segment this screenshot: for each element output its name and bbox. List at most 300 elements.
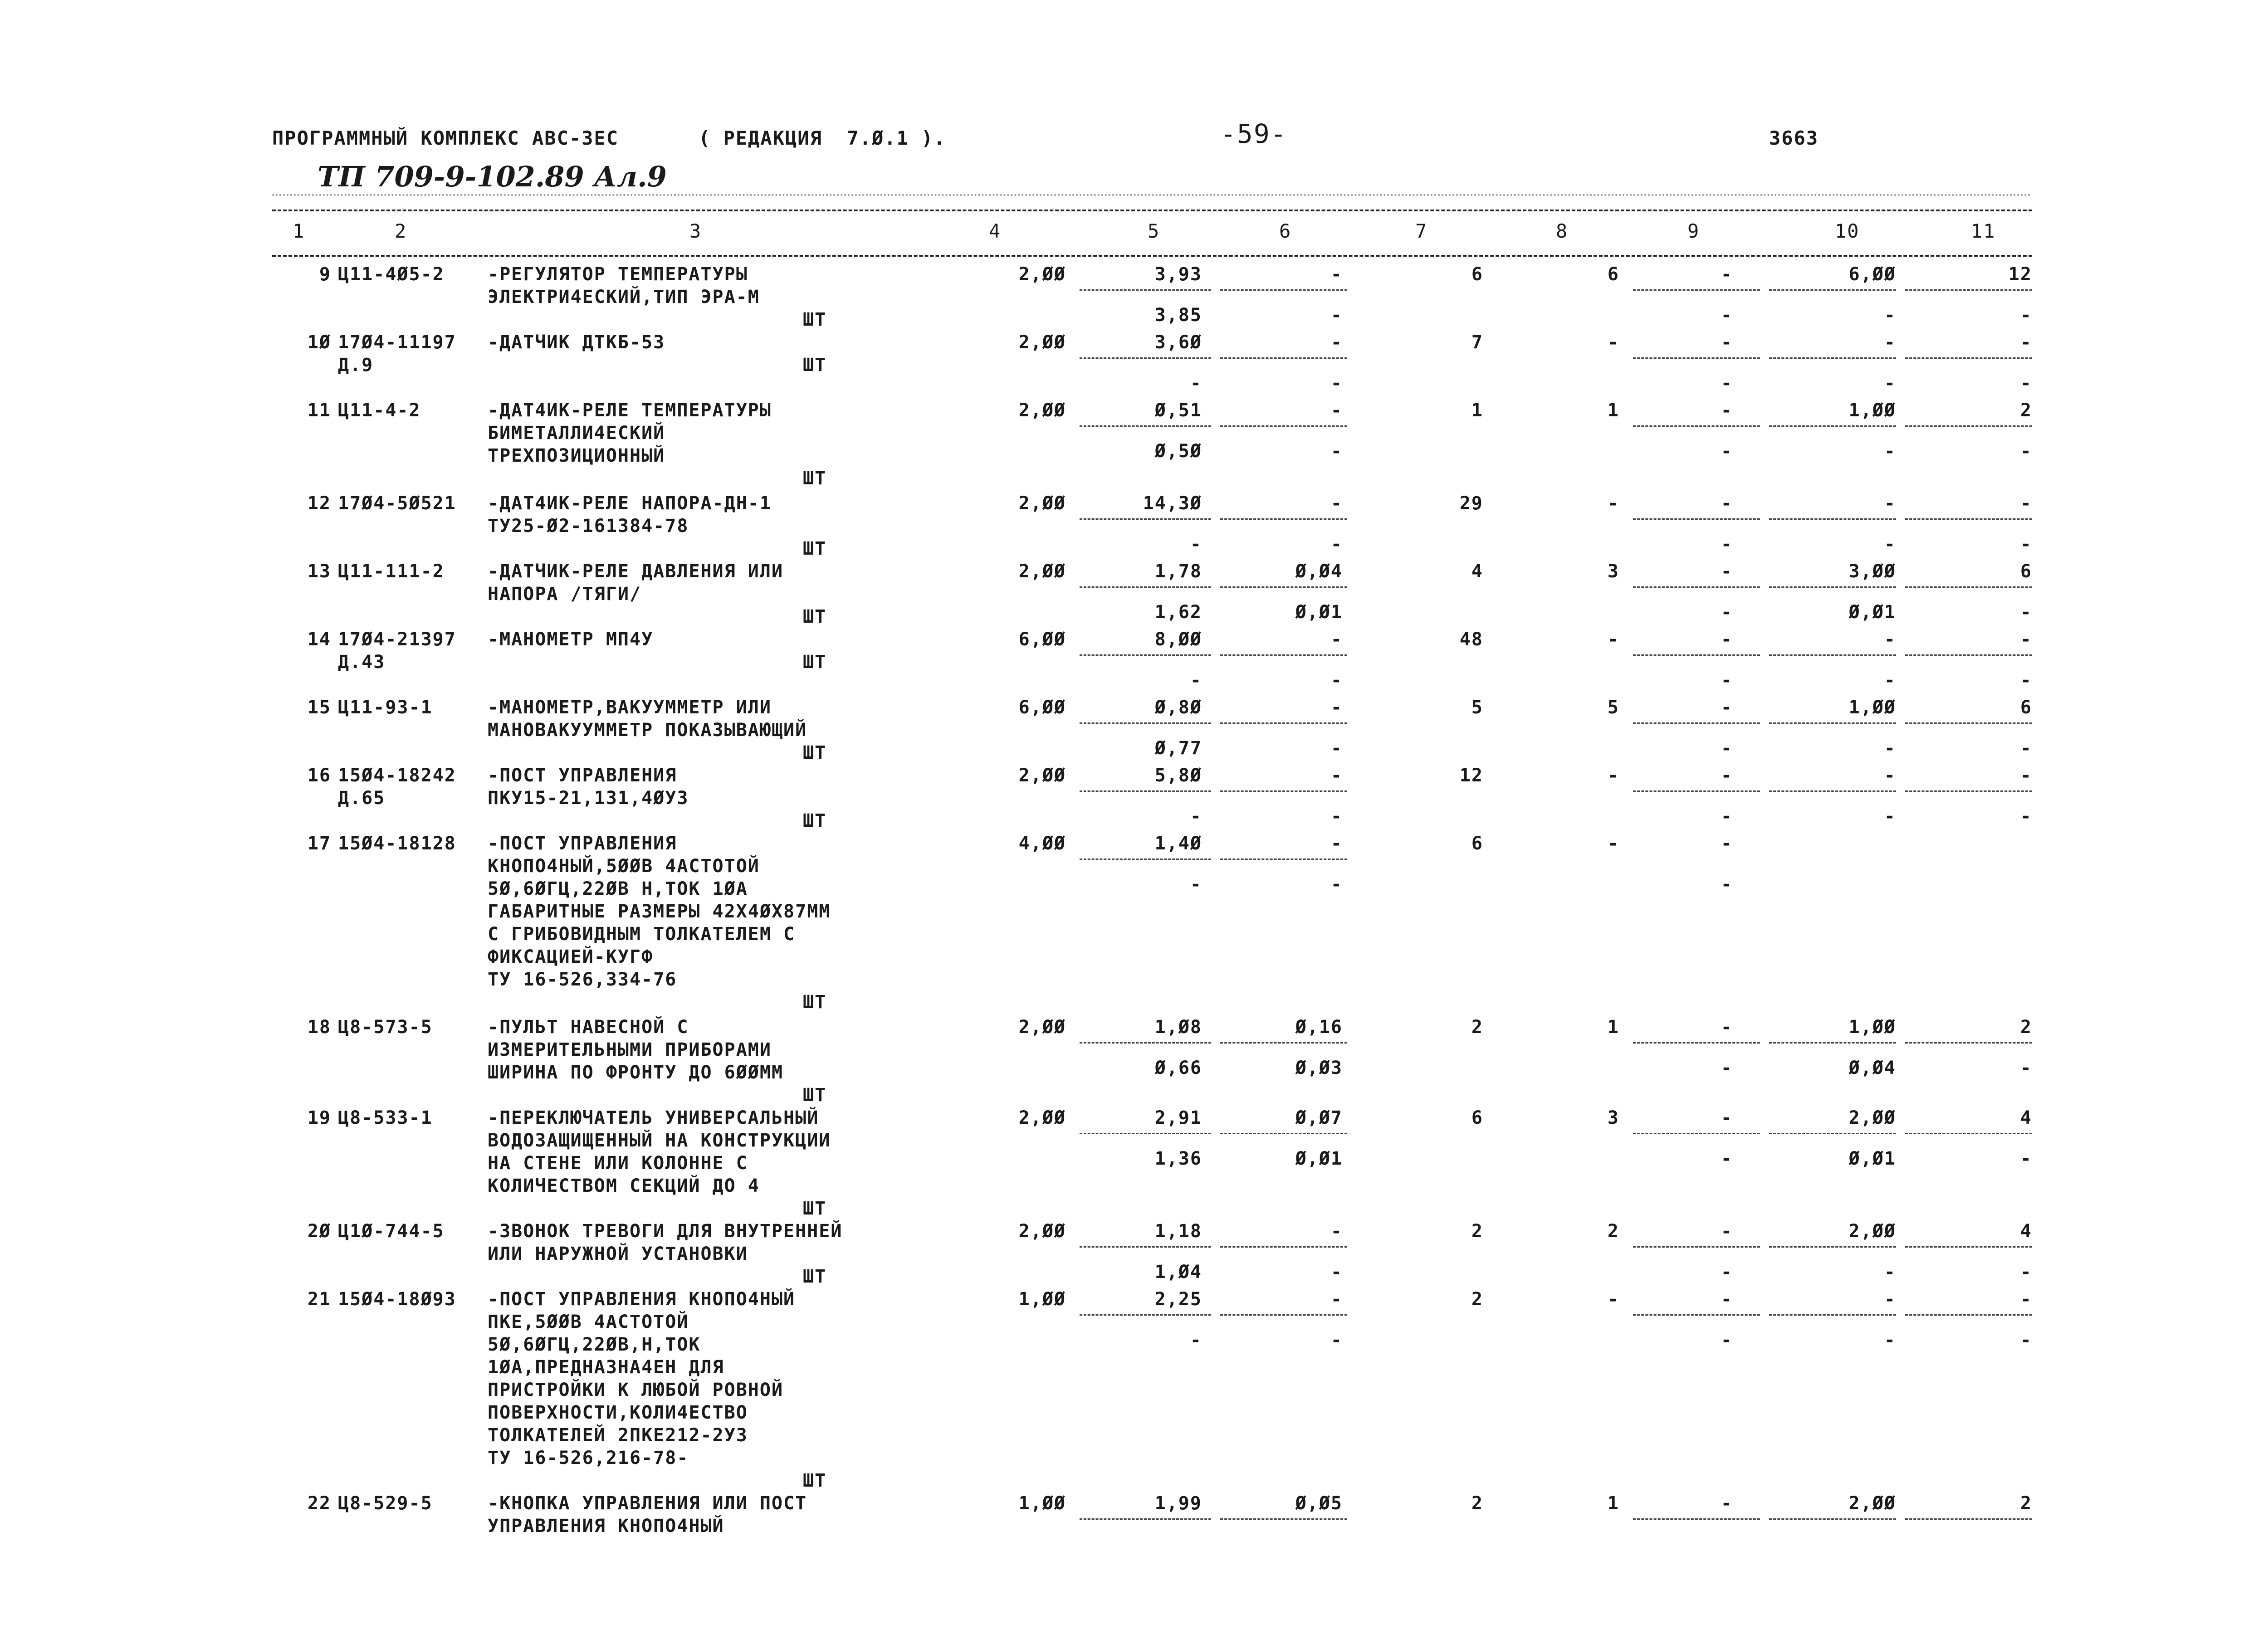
program-title: ПРОГРАММНЫЙ КОМПЛЕКС АВС-ЗЕС (272, 127, 619, 149)
separator-col10 (1769, 1246, 1896, 1248)
item-description-line: -ПОСТ УПРАВЛЕНИЯ (488, 833, 677, 854)
item-description-line: 1ØА,ПРЕДНАЗНА4ЕН ДЛЯ (488, 1357, 724, 1378)
separator-col6 (1220, 289, 1347, 291)
col7-value: 4 (1471, 561, 1483, 582)
item-description-line: -ПОСТ УПРАВЛЕНИЯ (488, 765, 677, 786)
item-code: 15Ø4-18128 (338, 833, 456, 854)
col5-value: 5,8Ø (1154, 765, 1202, 786)
separator-col11 (1905, 1042, 2032, 1044)
item-description-line: -ПЕРЕКЛЮЧАТЕЛЬ УНИВЕРСАЛЬНЫЙ (488, 1107, 819, 1128)
col6-value: - (1330, 629, 1343, 650)
col9-value: - (1721, 1107, 1733, 1128)
col10-value: 1,ØØ (1848, 400, 1896, 421)
header-rule-top (272, 210, 2032, 211)
item-code-ref: Д.65 (338, 788, 386, 809)
col5-value: 1,78 (1154, 561, 1202, 582)
col9-value: - (1721, 833, 1733, 854)
col5-value: 1,4Ø (1154, 833, 1202, 854)
col9-subvalue: - (1721, 670, 1733, 691)
item-description-line: ПОВЕРХНОСТИ,КОЛИ4ЕСТВО (488, 1402, 748, 1423)
col8-value: - (1607, 332, 1619, 353)
col6-value: Ø,Ø7 (1295, 1107, 1343, 1128)
col9-subvalue: - (1721, 1148, 1733, 1169)
separator-col5 (1080, 289, 1211, 291)
item-code: Ц11-4Ø5-2 (338, 264, 445, 285)
quantity-value: 1,ØØ (1018, 1289, 1066, 1310)
separator-col11 (1905, 722, 2032, 724)
quantity-value: 2,ØØ (1018, 400, 1066, 421)
col8-value: 3 (1607, 1107, 1619, 1128)
col8-value: 6 (1607, 264, 1619, 285)
item-description-line: ЭЛЕКТРИ4ЕСКИЙ,ТИП ЭРА-М (488, 287, 760, 307)
unit-label: ШТ (803, 652, 827, 673)
col11-subvalue: - (2020, 1262, 2032, 1283)
item-description-line: 5Ø,6ØГЦ,22ØВ,Н,ТОК (488, 1334, 701, 1355)
col7-value: 1 (1471, 400, 1483, 421)
col10-subvalue: Ø,Ø1 (1848, 1148, 1896, 1169)
col10-subvalue: - (1884, 441, 1896, 462)
separator-col11 (1905, 654, 2032, 656)
col9-value: - (1721, 629, 1733, 650)
col8-value: 1 (1607, 1493, 1619, 1514)
col7-value: 2 (1471, 1221, 1483, 1242)
separator-col11 (1905, 425, 2032, 427)
col5-subvalue: - (1190, 874, 1202, 895)
item-description-line: ПРИСТРОЙКИ К ЛЮБОЙ РОВНОЙ (488, 1380, 784, 1400)
col10-subvalue: - (1884, 1330, 1896, 1351)
edition-label: ( РЕДАКЦИЯ 7.Ø.1 ). (699, 127, 946, 149)
col7-value: 6 (1471, 1107, 1483, 1128)
col10-value: - (1884, 493, 1896, 514)
item-description-line: ИЗМЕРИТЕЛЬНЫМИ ПРИБОРАМИ (488, 1039, 772, 1060)
col10-subvalue: - (1884, 305, 1896, 326)
quantity-value: 2,ØØ (1018, 765, 1066, 786)
unit-label: ШТ (803, 606, 827, 627)
item-description-line: ИЛИ НАРУЖНОЙ УСТАНОВКИ (488, 1244, 748, 1264)
item-description-line: КОЛИЧЕСТВОМ СЕКЦИЙ ДО 4 (488, 1176, 760, 1196)
separator-col5 (1080, 357, 1211, 359)
col8-value: 5 (1607, 697, 1619, 718)
column-header-1: 1 (293, 220, 305, 242)
separator-col9 (1633, 1042, 1760, 1044)
col5-subvalue: 1,62 (1154, 602, 1202, 623)
item-description-line: 5Ø,6ØГЦ,22ØВ Н,ТОК 1ØА (488, 878, 748, 899)
separator-col10 (1769, 654, 1896, 656)
col5-subvalue: - (1190, 1330, 1202, 1351)
col9-value: - (1721, 1221, 1733, 1242)
col5-value: 2,91 (1154, 1107, 1202, 1128)
separator-col10 (1769, 357, 1896, 359)
separator-col9 (1633, 790, 1760, 792)
quantity-value: 2,ØØ (1018, 493, 1066, 514)
item-description-line: ТРЕХПОЗИЦИОННЫЙ (488, 445, 665, 466)
unit-label: ШТ (803, 309, 827, 330)
col9-subvalue: - (1721, 1262, 1733, 1283)
col6-subvalue: - (1330, 806, 1343, 827)
item-description-line: -ЗВОНОК ТРЕВОГИ ДЛЯ ВНУТРЕННЕЙ (488, 1221, 843, 1242)
col6-value: - (1330, 264, 1343, 285)
dotted-line (272, 194, 2032, 196)
separator-col6 (1220, 1133, 1347, 1134)
col6-value: - (1330, 400, 1343, 421)
item-description-line: -КНОПКА УПРАВЛЕНИЯ ИЛИ ПОСТ (488, 1493, 807, 1514)
separator-col11 (1905, 518, 2032, 520)
col8-value: - (1607, 493, 1619, 514)
separator-col9 (1633, 722, 1760, 724)
col7-value: 2 (1471, 1017, 1483, 1038)
separator-col9 (1633, 289, 1760, 291)
col7-value: 12 (1459, 765, 1483, 786)
col6-value: - (1330, 697, 1343, 718)
col6-value: - (1330, 1289, 1343, 1310)
col9-subvalue: - (1721, 806, 1733, 827)
col5-subvalue: Ø,77 (1154, 738, 1202, 759)
col8-value: - (1607, 765, 1619, 786)
col7-value: 48 (1459, 629, 1483, 650)
col10-subvalue: Ø,Ø1 (1848, 602, 1896, 623)
col9-subvalue: - (1721, 373, 1733, 394)
col9-subvalue: - (1721, 738, 1733, 759)
item-description-line: -МАНОМЕТР,ВАКУУММЕТР ИЛИ (488, 697, 772, 718)
col10-subvalue: Ø,Ø4 (1848, 1058, 1896, 1078)
col6-subvalue: - (1330, 670, 1343, 691)
col9-subvalue: - (1721, 534, 1733, 555)
row-number: 21 (307, 1289, 331, 1310)
col5-subvalue: - (1190, 534, 1202, 555)
col11-subvalue: - (2020, 1330, 2032, 1351)
col6-value: - (1330, 493, 1343, 514)
item-code: Ц11-4-2 (338, 400, 421, 421)
quantity-value: 2,ØØ (1018, 561, 1066, 582)
col11-value: - (2020, 1289, 2032, 1310)
col9-subvalue: - (1721, 305, 1733, 326)
col5-subvalue: Ø,5Ø (1154, 441, 1202, 462)
col10-subvalue: - (1884, 373, 1896, 394)
col11-subvalue: - (2020, 738, 2032, 759)
quantity-value: 2,ØØ (1018, 1107, 1066, 1128)
row-number: 11 (307, 400, 331, 421)
separator-col11 (1905, 1246, 2032, 1248)
col7-value: 29 (1459, 493, 1483, 514)
separator-col6 (1220, 357, 1347, 359)
separator-col5 (1080, 1518, 1211, 1520)
separator-col5 (1080, 1042, 1211, 1044)
separator-col6 (1220, 1042, 1347, 1044)
col6-subvalue: - (1330, 1330, 1343, 1351)
col11-value: - (2020, 332, 2032, 353)
col6-value: Ø,Ø4 (1295, 561, 1343, 582)
col5-value: Ø,51 (1154, 400, 1202, 421)
item-code: 17Ø4-11197 (338, 332, 456, 353)
col8-value: 1 (1607, 1017, 1619, 1038)
quantity-value: 6,ØØ (1018, 629, 1066, 650)
separator-col5 (1080, 858, 1211, 860)
col6-subvalue: - (1330, 1262, 1343, 1283)
item-code: Ц8-529-5 (338, 1493, 433, 1514)
item-code: 15Ø4-18242 (338, 765, 456, 786)
item-description-line: -ДАТ4ИК-РЕЛЕ НАПОРА-ДН-1 (488, 493, 772, 514)
col10-value: 1,ØØ (1848, 1017, 1896, 1038)
column-header-9: 9 (1687, 220, 1700, 242)
col8-value: - (1607, 1289, 1619, 1310)
unit-label: ШТ (803, 355, 827, 376)
col9-value: - (1721, 561, 1733, 582)
column-header-2: 2 (395, 220, 407, 242)
col7-value: 6 (1471, 264, 1483, 285)
separator-col5 (1080, 425, 1211, 427)
col6-subvalue: - (1330, 441, 1343, 462)
row-number: 1Ø (307, 332, 331, 353)
quantity-value: 2,ØØ (1018, 332, 1066, 353)
col5-subvalue: 1,36 (1154, 1148, 1202, 1169)
col6-value: Ø,16 (1295, 1017, 1343, 1038)
col5-value: 1,Ø8 (1154, 1017, 1202, 1038)
col7-value: 2 (1471, 1289, 1483, 1310)
column-header-3: 3 (689, 220, 702, 242)
item-code: Ц1Ø-744-5 (338, 1221, 445, 1242)
col5-value: 1,18 (1154, 1221, 1202, 1242)
item-code: 17Ø4-5Ø521 (338, 493, 456, 514)
col10-value: 6,ØØ (1848, 264, 1896, 285)
quantity-value: 6,ØØ (1018, 697, 1066, 718)
col5-value: Ø,8Ø (1154, 697, 1202, 718)
item-description-line: НАПОРА /ТЯГИ/ (488, 584, 642, 605)
item-code: Ц8-573-5 (338, 1017, 433, 1038)
col5-subvalue: - (1190, 806, 1202, 827)
col6-subvalue: - (1330, 738, 1343, 759)
col5-subvalue: - (1190, 670, 1202, 691)
col5-value: 3,93 (1154, 264, 1202, 285)
item-description-line: ТУ 16-526,216-78- (488, 1448, 689, 1468)
unit-label: ШТ (803, 538, 827, 559)
separator-col9 (1633, 586, 1760, 588)
col7-value: 6 (1471, 833, 1483, 854)
item-description-line: ТУ 16-526,334-76 (488, 969, 677, 990)
col9-subvalue: - (1721, 602, 1733, 623)
col9-value: - (1721, 765, 1733, 786)
separator-col5 (1080, 518, 1211, 520)
col11-subvalue: - (2020, 305, 2032, 326)
separator-col11 (1905, 357, 2032, 359)
row-number: 2Ø (307, 1221, 331, 1242)
col6-subvalue: - (1330, 874, 1343, 895)
col6-subvalue: - (1330, 305, 1343, 326)
col10-subvalue: - (1884, 738, 1896, 759)
col10-subvalue: - (1884, 1262, 1896, 1283)
column-header-4: 4 (989, 220, 1002, 242)
column-header-6: 6 (1279, 220, 1292, 242)
item-code-ref: Д.9 (338, 355, 374, 376)
column-header-5: 5 (1148, 220, 1160, 242)
separator-col6 (1220, 586, 1347, 588)
col11-value: 4 (2020, 1107, 2032, 1128)
col5-subvalue: 1,Ø4 (1154, 1262, 1202, 1283)
col10-value: 3,ØØ (1848, 561, 1896, 582)
col6-subvalue: Ø,Ø3 (1295, 1058, 1343, 1078)
col8-value: 3 (1607, 561, 1619, 582)
col11-value: - (2020, 493, 2032, 514)
col8-value: 2 (1607, 1221, 1619, 1242)
col7-value: 5 (1471, 697, 1483, 718)
item-description-line: ВОДОЗАЩИЩЕННЫЙ НА КОНСТРУКЦИИ (488, 1130, 831, 1151)
col8-value: - (1607, 833, 1619, 854)
col11-subvalue: - (2020, 806, 2032, 827)
separator-col10 (1769, 1314, 1896, 1316)
unit-label: ШТ (803, 810, 827, 831)
item-code: Ц11-111-2 (338, 561, 445, 582)
separator-col10 (1769, 425, 1896, 427)
separator-col5 (1080, 722, 1211, 724)
item-description-line: ПКЕ,5ØØВ 4АСТОТОЙ (488, 1312, 689, 1332)
row-number: 9 (319, 264, 331, 285)
separator-col10 (1769, 586, 1896, 588)
col9-subvalue: - (1721, 1058, 1733, 1078)
col8-value: - (1607, 629, 1619, 650)
col9-value: - (1721, 493, 1733, 514)
separator-col9 (1633, 425, 1760, 427)
col10-value: - (1884, 765, 1896, 786)
separator-col6 (1220, 858, 1347, 860)
item-description-line: МАНОВАКУУММЕТР ПОКАЗЫВАЮЩИЙ (488, 720, 807, 741)
separator-col9 (1633, 1133, 1760, 1134)
row-number: 16 (307, 765, 331, 786)
col9-value: - (1721, 1493, 1733, 1514)
col11-subvalue: - (2020, 534, 2032, 555)
col5-subvalue: - (1190, 373, 1202, 394)
item-code: Ц11-93-1 (338, 697, 433, 718)
item-code: 15Ø4-18Ø93 (338, 1289, 456, 1310)
col11-value: - (2020, 765, 2032, 786)
col11-subvalue: - (2020, 670, 2032, 691)
item-description-line: С ГРИБОВИДНЫМ ТОЛКАТЕЛЕМ С (488, 924, 796, 945)
col10-subvalue: - (1884, 806, 1896, 827)
row-number: 17 (307, 833, 331, 854)
item-description-line: ТОЛКАТЕЛЕЙ 2ПКЕ212-2УЗ (488, 1425, 748, 1446)
item-description-line: ГАБАРИТНЫЕ РАЗМЕРЫ 42Х4ØХ87ММ (488, 901, 831, 922)
item-code-ref: Д.43 (338, 652, 386, 673)
item-description-line: УПРАВЛЕНИЯ КНОПО4НЫЙ (488, 1516, 724, 1536)
col10-subvalue: - (1884, 534, 1896, 555)
separator-col6 (1220, 790, 1347, 792)
separator-col5 (1080, 586, 1211, 588)
col9-subvalue: - (1721, 1330, 1733, 1351)
separator-col10 (1769, 1042, 1896, 1044)
row-number: 15 (307, 697, 331, 718)
item-description-line: НА СТЕНЕ ИЛИ КОЛОННЕ С (488, 1153, 748, 1174)
item-description-line: -ПУЛЬТ НАВЕСНОЙ С (488, 1017, 689, 1038)
col10-value: 2,ØØ (1848, 1493, 1896, 1514)
unit-label: ШТ (803, 468, 827, 489)
col11-value: 2 (2020, 1493, 2032, 1514)
column-header-7: 7 (1415, 220, 1428, 242)
separator-col9 (1633, 654, 1760, 656)
col10-value: 2,ØØ (1848, 1221, 1896, 1242)
separator-col6 (1220, 425, 1347, 427)
column-header-8: 8 (1556, 220, 1569, 242)
separator-col6 (1220, 1246, 1347, 1248)
separator-col5 (1080, 654, 1211, 656)
col8-value: 1 (1607, 400, 1619, 421)
item-description-line: ТУ25-Ø2-161384-78 (488, 516, 689, 537)
col5-value: 8,ØØ (1154, 629, 1202, 650)
item-description-line: -РЕГУЛЯТОР ТЕМПЕРАТУРЫ (488, 264, 748, 285)
separator-col9 (1633, 1518, 1760, 1520)
item-description-line: ПКУ15-21,131,4ØУЗ (488, 788, 689, 809)
col9-value: - (1721, 1289, 1733, 1310)
unit-label: ШТ (803, 1085, 827, 1106)
col10-value: - (1884, 332, 1896, 353)
col9-value: - (1721, 400, 1733, 421)
header-rule-bottom (272, 255, 2032, 257)
separator-col10 (1769, 289, 1896, 291)
col11-value: 4 (2020, 1221, 2032, 1242)
col6-value: - (1330, 765, 1343, 786)
col9-subvalue: - (1721, 441, 1733, 462)
col11-value: - (2020, 629, 2032, 650)
item-description-line: БИМЕТАЛЛИ4ЕСКИЙ (488, 423, 665, 444)
row-number: 12 (307, 493, 331, 514)
col10-value: - (1884, 1289, 1896, 1310)
item-description-line: -МАНОМЕТР МП4У (488, 629, 654, 650)
col6-value: - (1330, 833, 1343, 854)
column-header-10: 10 (1835, 220, 1860, 242)
quantity-value: 2,ØØ (1018, 1221, 1066, 1242)
separator-col11 (1905, 1133, 2032, 1134)
col9-value: - (1721, 332, 1733, 353)
col5-subvalue: 3,85 (1154, 305, 1202, 326)
separator-col5 (1080, 1314, 1211, 1316)
item-description-line: КНОПО4НЫЙ,5ØØВ 4АСТОТОЙ (488, 856, 760, 877)
col11-value: 12 (2008, 264, 2032, 285)
item-description-line: -ПОСТ УПРАВЛЕНИЯ КНОПО4НЫЙ (488, 1289, 796, 1310)
col6-subvalue: - (1330, 373, 1343, 394)
item-description-line: -ДАТЧИК ДТКБ-53 (488, 332, 665, 353)
col11-subvalue: - (2020, 1148, 2032, 1169)
col5-subvalue: Ø,66 (1154, 1058, 1202, 1078)
separator-col11 (1905, 1314, 2032, 1316)
separator-col9 (1633, 1314, 1760, 1316)
col10-value: - (1884, 629, 1896, 650)
col11-value: 6 (2020, 697, 2032, 718)
col5-value: 14,3Ø (1143, 493, 1202, 514)
unit-label: ШТ (803, 1266, 827, 1287)
col10-value: 2,ØØ (1848, 1107, 1896, 1128)
quantity-value: 1,ØØ (1018, 1493, 1066, 1514)
quantity-value: 2,ØØ (1018, 1017, 1066, 1038)
separator-col5 (1080, 790, 1211, 792)
separator-col6 (1220, 722, 1347, 724)
unit-label: ШТ (803, 992, 827, 1013)
col5-value: 1,99 (1154, 1493, 1202, 1514)
quantity-value: 4,ØØ (1018, 833, 1066, 854)
item-description-line: ФИКСАЦИЕЙ-КУГФ (488, 946, 654, 967)
row-number: 13 (307, 561, 331, 582)
col6-subvalue: Ø,Ø1 (1295, 1148, 1343, 1169)
col11-value: 2 (2020, 400, 2032, 421)
col6-value: - (1330, 1221, 1343, 1242)
col9-subvalue: - (1721, 874, 1733, 895)
col6-value: Ø,Ø5 (1295, 1493, 1343, 1514)
col5-value: 2,25 (1154, 1289, 1202, 1310)
separator-col6 (1220, 1518, 1347, 1520)
separator-col5 (1080, 1246, 1211, 1248)
col9-value: - (1721, 264, 1733, 285)
col7-value: 7 (1471, 332, 1483, 353)
row-number: 18 (307, 1017, 331, 1038)
col11-subvalue: - (2020, 441, 2032, 462)
col11-value: 6 (2020, 561, 2032, 582)
row-number: 19 (307, 1107, 331, 1128)
